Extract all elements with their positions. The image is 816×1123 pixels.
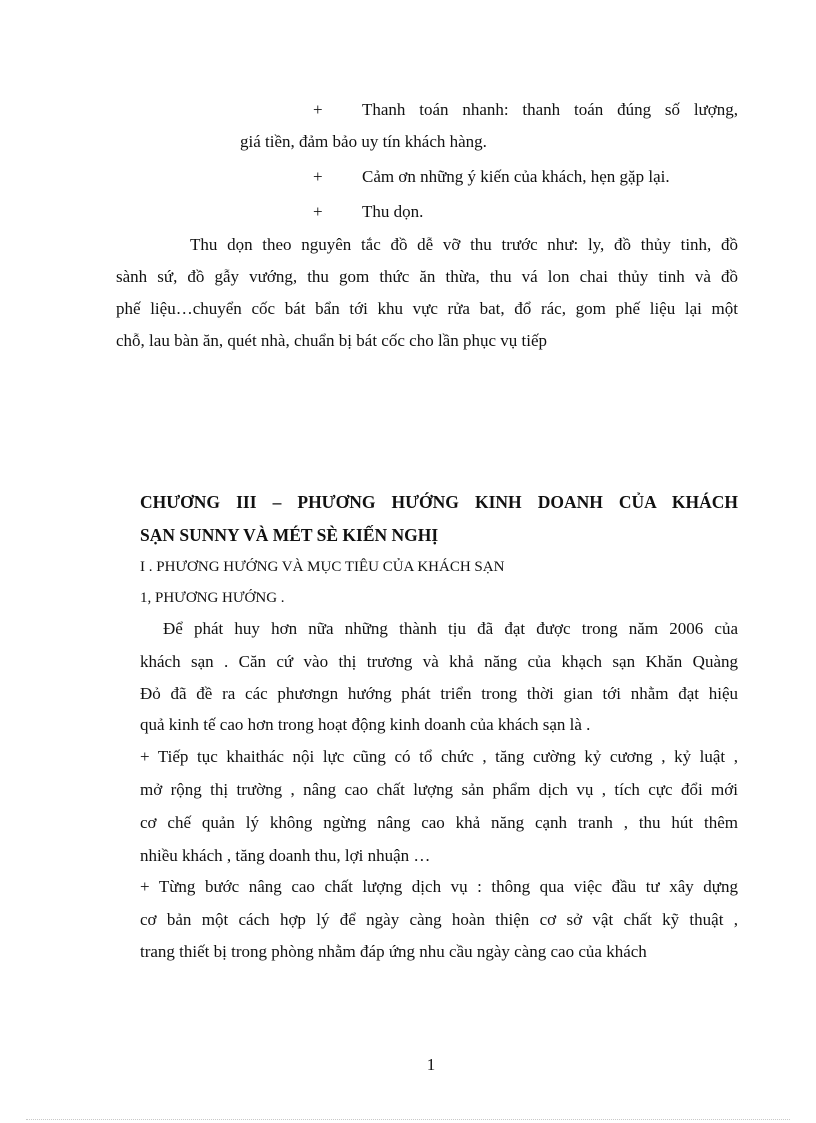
chapter-title: CHƯƠNG III – PHƯƠNG HƯỚNG KINH DOANH CỦA KHÁCH — [140, 492, 738, 512]
paragraph-line: Để phát huy hơn nữa những thành tịu đã đạt được trong năm 2006 của — [163, 619, 738, 638]
paragraph-line: Thu dọn theo nguyên tắc đồ dễ vỡ thu trước như: ly, đồ thủy tinh, đồ — [190, 235, 738, 254]
bullet-mark: + — [313, 100, 323, 119]
paragraph-line: + Từng bước nâng cao chất lượng dịch vụ : thông qua việc đầu tư xây dựng — [140, 877, 738, 896]
chapter-title: SẠN SUNNY VÀ MÉT SÈ KIẾN NGHỊ — [140, 525, 439, 545]
bullet-mark: + — [313, 202, 323, 221]
paragraph-line: mở rộng thị trường , nâng cao chất lượng sản phẩm dịch vụ , tích cực đổi mới — [140, 780, 738, 799]
subsection-heading: 1, PHƯƠNG HƯỚNG . — [140, 590, 285, 606]
section-heading: I . PHƯƠNG HƯỚNG VÀ MỤC TIÊU CỦA KHÁCH SẠN — [140, 559, 505, 575]
bullet-text: Thu dọn. — [362, 202, 424, 221]
bullet-text: Cảm ơn những ý kiến của khách, hẹn gặp lại. — [362, 167, 670, 186]
paragraph-line: chỗ, lau bàn ăn, quét nhà, chuẩn bị bát cốc cho lần phục vụ tiếp — [116, 331, 547, 350]
bullet-text: Thanh toán nhanh: thanh toán đúng số lượng, — [362, 100, 738, 119]
paragraph-line: Đỏ đã đề ra các phươngn hướng phát triển trong thời gian tới nhằm đạt hiệu — [140, 684, 738, 703]
paragraph-line: sành sứ, đồ gẫy vướng, thu gom thức ăn thừa, thu vá lon chai thủy tinh và đồ — [116, 267, 738, 286]
bullet-mark: + — [313, 167, 323, 186]
paragraph-line: khách sạn . Căn cứ vào thị trương và khả năng của khạch sạn Khăn Quàng — [140, 652, 738, 671]
paragraph-line: cơ bản một cách hợp lý để ngày càng hoàn thiện cơ sở vật chất kỹ thuật , — [140, 910, 738, 929]
bullet-continuation: giá tiền, đảm bảo uy tín khách hàng. — [240, 132, 487, 151]
paragraph-line: phế liệu…chuyển cốc bát bẩn tới khu vực rửa bat, đổ rác, gom phế liệu lại một — [116, 299, 738, 318]
paragraph-line: cơ chế quản lý không ngừng nâng cao khả năng cạnh tranh , thu hút thêm — [140, 813, 738, 832]
footer-divider — [26, 1119, 790, 1120]
paragraph-line: nhiều khách , tăng doanh thu, lợi nhuận … — [140, 846, 431, 865]
paragraph-line: + Tiếp tục khaithác nội lực cũng có tổ chức , tăng cường kỷ cương , kỷ luật , — [140, 747, 738, 766]
paragraph-line: quả kinh tế cao hơn trong hoạt động kinh doanh của khách sạn là . — [140, 715, 591, 734]
paragraph-line: trang thiết bị trong phòng nhằm đáp ứng nhu cầu ngày càng cao của khách — [140, 942, 647, 961]
page-number: 1 — [426, 1055, 436, 1074]
